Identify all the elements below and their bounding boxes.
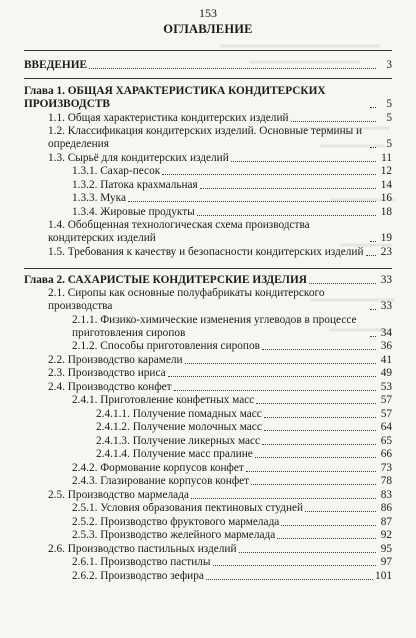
toc-entry xyxy=(24,381,392,394)
toc-entry-page: 65 xyxy=(380,434,392,447)
top-rule xyxy=(24,50,392,51)
toc-entry xyxy=(24,179,392,192)
toc-entry xyxy=(24,543,392,556)
toc-entry-title: 2.1.1. Физико-химические изменения углеводов в процессе приготовления сиропов xyxy=(72,313,357,339)
toc-entry-page: 95 xyxy=(380,542,392,555)
leader-dots xyxy=(262,349,376,350)
toc-entry-page: 86 xyxy=(380,502,392,514)
toc-entry-page: 33 xyxy=(380,273,392,286)
toc-entry-page: 53 xyxy=(380,380,392,393)
toc-entry-title: 2.1. Сиропы как основные полуфабрикаты кондитерского производства xyxy=(48,287,325,312)
toc-entry-title: 2.4.1.1. Получение помадных масс xyxy=(96,407,262,420)
toc-entry-page: 5 xyxy=(386,98,392,110)
toc-entry xyxy=(24,152,392,165)
toc-entry-title: 2.5.2. Производство фруктового мармелада xyxy=(72,515,280,528)
leader-dots xyxy=(262,444,376,445)
toc-entry-page: 5 xyxy=(386,111,392,124)
toc-entry-page: 57 xyxy=(380,407,392,420)
leader-dots xyxy=(89,68,376,69)
toc-entry-title: 1.1. Общая характеристика кондитерских изделий xyxy=(48,111,289,124)
toc-entry-title: 2.6.1. Производство пастилы xyxy=(72,556,211,568)
leader-dots xyxy=(366,255,376,256)
toc-entry-title: 2.3. Производство ириса xyxy=(48,367,166,379)
toc-entry xyxy=(24,125,392,151)
toc-entry-title: 1.3.4. Жировые продукты xyxy=(72,205,195,218)
toc-entry-page: 3 xyxy=(386,59,392,71)
toc-entry-title: 2.4. Производство конфет xyxy=(48,380,172,393)
leader-dots xyxy=(370,241,376,242)
leader-dots xyxy=(197,215,376,216)
toc-entry xyxy=(24,394,392,407)
toc-entry-page: 97 xyxy=(380,556,392,568)
toc-entry-title: 2.4.1. Приготовление конфетных масс xyxy=(72,394,255,406)
toc-entry-page: 34 xyxy=(380,326,392,339)
leader-dots xyxy=(168,376,376,377)
leader-dots xyxy=(370,336,376,337)
table-of-contents xyxy=(24,52,392,583)
toc-entry-page: 12 xyxy=(380,165,392,177)
leader-dots xyxy=(239,552,377,553)
toc-entry xyxy=(24,314,392,340)
toc-entry xyxy=(24,556,392,569)
toc-entry-page: 14 xyxy=(380,178,392,191)
toc-entry-title: Глава 2. САХАРИСТЫЕ КОНДИТЕРСКИЕ ИЗДЕЛИЯ xyxy=(24,273,307,286)
toc-entry-title: 2.1.2. Способы приготовления сиропов xyxy=(72,340,260,352)
toc-entry xyxy=(24,354,392,367)
leader-dots xyxy=(370,309,376,310)
toc-entry xyxy=(24,570,392,583)
toc-entry xyxy=(24,219,392,245)
toc-entry xyxy=(24,165,392,178)
toc-entry-page: 64 xyxy=(380,421,392,433)
toc-entry-title: 2.6. Производство пастильных изделий xyxy=(48,542,237,555)
toc-entry-page: 41 xyxy=(380,353,392,366)
toc-entry-title: 2.4.1.4. Получение масс пралине xyxy=(96,448,253,460)
toc-entry-page: 66 xyxy=(380,448,392,460)
toc-entry-page: 19 xyxy=(380,232,392,244)
toc-entry xyxy=(24,516,392,529)
leader-dots xyxy=(256,403,376,404)
toc-entry-title: ВВЕДЕНИЕ xyxy=(24,59,88,71)
leader-dots xyxy=(370,107,376,108)
toc-entry-title: 1.2. Классификация кондитерских изделий. Основные термины и определения xyxy=(48,125,363,150)
toc-entry xyxy=(24,112,392,125)
toc-entry-title: 1.3.1. Сахар-песок xyxy=(72,165,161,177)
toc-entry xyxy=(24,246,392,259)
toc-entry-title: 1.3. Сырьё для кондитерских изделий xyxy=(48,151,229,164)
toc-entry-page: 87 xyxy=(380,515,392,528)
leader-dots xyxy=(370,147,376,148)
toc-entry-title: 2.6.2. Производство зефира xyxy=(72,569,204,582)
toc-entry-page: 78 xyxy=(380,475,392,487)
toc-entry-title: 2.4.3. Глазирование корпусов конфет xyxy=(72,475,250,487)
leader-dots xyxy=(191,498,376,499)
toc-entry xyxy=(24,529,392,542)
leader-dots xyxy=(291,121,376,122)
toc-entry-title: 2.4.2. Формование корпусов конфет xyxy=(72,461,244,474)
toc-entry xyxy=(24,421,392,434)
leader-dots xyxy=(231,161,376,162)
toc-entry-page: 11 xyxy=(381,151,392,164)
toc-entry-page: 73 xyxy=(380,461,392,474)
leader-dots xyxy=(251,484,376,485)
chapter1-rule xyxy=(24,78,392,79)
toc-entry-page: 5 xyxy=(386,138,392,150)
toc-entry xyxy=(24,475,392,488)
leader-dots xyxy=(305,511,376,512)
leader-dots xyxy=(200,188,376,189)
toc-entry xyxy=(24,435,392,448)
toc-entry-page: 57 xyxy=(380,394,392,406)
toc-entry-title: 2.5.3. Производство желейного мармелада xyxy=(72,529,276,541)
toc-entry xyxy=(24,462,392,475)
toc-entry xyxy=(24,192,392,205)
leader-dots xyxy=(246,471,376,472)
toc-entry-page: 33 xyxy=(380,300,392,312)
page-title: ОГЛАВЛЕНИЕ xyxy=(163,22,253,36)
toc-entry-chapter-1 xyxy=(24,85,392,111)
toc-entry-title: 2.4.1.2. Получение молочных масс xyxy=(96,421,262,433)
toc-entry-page: 101 xyxy=(375,569,392,582)
toc-entry xyxy=(24,340,392,353)
toc-entry-title: Глава 1. ОБЩАЯ ХАРАКТЕРИСТИКА КОНДИТЕРСКИХ ПРОИЗВОДСТВ xyxy=(24,85,326,110)
toc-entry-title: 1.3.3. Мука xyxy=(72,192,126,204)
toc-entry-title: 2.2. Производство карамели xyxy=(48,353,183,366)
toc-entry xyxy=(24,206,392,219)
toc-entry-page: 83 xyxy=(380,488,392,501)
toc-entry-title: 2.5. Производство мармелада xyxy=(48,488,189,501)
toc-entry xyxy=(24,367,392,380)
leader-dots xyxy=(174,390,376,391)
leader-dots xyxy=(206,579,373,580)
toc-entry-page: 49 xyxy=(380,367,392,379)
toc-entry-page: 16 xyxy=(380,192,392,204)
toc-entry-title: 2.5.1. Условия образования пектиновых студней xyxy=(72,502,304,514)
leader-dots xyxy=(162,174,376,175)
leader-dots xyxy=(213,565,377,566)
toc-entry-page: 23 xyxy=(380,245,392,258)
toc-entry-chapter-2 xyxy=(24,268,392,287)
toc-entry-title: 1.4. Обобщенная технологическая схема производства кондитерских изделий xyxy=(48,219,310,244)
toc-entry-title: 1.3.2. Патока крахмальная xyxy=(72,178,198,191)
toc-entry xyxy=(24,408,392,421)
toc-entry-page: 92 xyxy=(380,529,392,541)
toc-entry xyxy=(24,489,392,502)
leader-dots xyxy=(255,457,376,458)
toc-entry-title: 1.5. Требования к качеству и безопасности кондитерских изделий xyxy=(48,245,364,258)
leader-dots xyxy=(281,525,376,526)
leader-dots xyxy=(264,417,376,418)
toc-entry-page: 36 xyxy=(380,340,392,352)
leader-dots xyxy=(264,430,376,431)
toc-entry-intro xyxy=(24,59,392,72)
toc-entry xyxy=(24,448,392,461)
toc-entry-title: 2.4.1.3. Получение ликерных масс xyxy=(96,434,261,447)
leader-dots xyxy=(309,283,376,284)
page-number: 153 xyxy=(199,6,217,20)
leader-dots xyxy=(128,201,376,202)
toc-entry xyxy=(24,502,392,515)
leader-dots xyxy=(277,538,376,539)
leader-dots xyxy=(185,363,376,364)
toc-entry xyxy=(24,287,392,313)
toc-entry-page: 18 xyxy=(380,205,392,218)
